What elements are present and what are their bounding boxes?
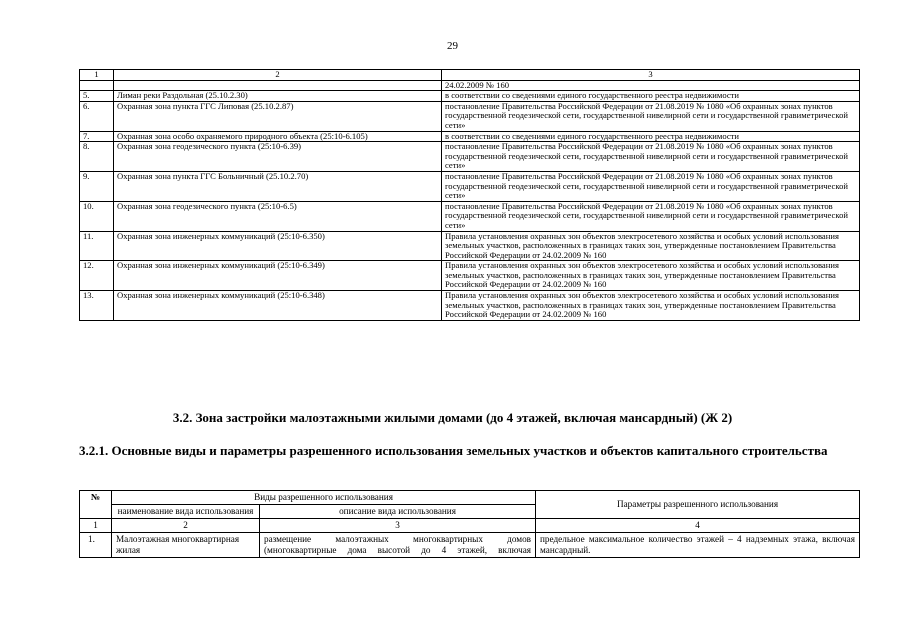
table-row xyxy=(80,231,860,261)
row-number: 9. xyxy=(80,171,114,201)
header-kinds: Виды разрешенного использования xyxy=(112,491,536,505)
table-header-row xyxy=(80,70,860,81)
numbering-col-2: 2 xyxy=(112,519,260,533)
table-row xyxy=(80,201,860,231)
zone-basis: в соответствии со сведениями единого государственного реестра недвижимости xyxy=(442,91,860,102)
header-col-3: 3 xyxy=(442,70,860,81)
table-header-row xyxy=(80,491,860,505)
restrictions-table xyxy=(79,69,860,321)
kind-name: Малоэтажная многоквартирная жилая xyxy=(112,533,260,558)
header-col-2: 2 xyxy=(114,70,442,81)
numbering-col-3: 3 xyxy=(260,519,536,533)
table-numbering-row xyxy=(80,519,860,533)
zone-name: Охранная зона геодезического пункта (25:10-6.39) xyxy=(114,142,442,172)
zone-basis: постановление Правительства Российской Федерации от 21.08.2019 № 1080 «Об охранных зонах пунктов государственной геодезической сети, государственной нивелирной сети и государственной гравиметрической сети» xyxy=(442,142,860,172)
row-number: 8. xyxy=(80,142,114,172)
zone-name: Лиман реки Раздольная (25.10.2.30) xyxy=(114,91,442,102)
zone-name: Охранная зона пункта ГГС Липовая (25.10.2.87) xyxy=(114,101,442,131)
continuation-text: 24.02.2009 № 160 xyxy=(442,80,860,91)
zone-name: Охранная зона особо охраняемого природного объекта (25:10-6.105) xyxy=(114,131,442,142)
zone-name: Охранная зона пункта ГГС Больничный (25.10.2.70) xyxy=(114,171,442,201)
row-number: 1. xyxy=(80,533,112,558)
table-row xyxy=(80,131,860,142)
table-row xyxy=(80,261,860,291)
table-row xyxy=(80,171,860,201)
zone-basis: Правила установления охранных зон объектов электросетевого хозяйства и особых условий использования земельных участков, расположенных в границах таких зон, утвержденные постановлением Правительства Российской Федерации от 24.02.2009 № 160 xyxy=(442,261,860,291)
land-use-table xyxy=(79,490,860,558)
numbering-col-4: 4 xyxy=(536,519,860,533)
zone-name: Охранная зона инженерных коммуникаций (25:10-6.350) xyxy=(114,231,442,261)
header-params: Параметры разрешенного использования xyxy=(536,491,860,519)
row-number: 13. xyxy=(80,291,114,321)
page-number: 29 xyxy=(447,40,458,52)
row-number: 6. xyxy=(80,101,114,131)
numbering-col-1: 1 xyxy=(80,519,112,533)
header-number: № xyxy=(80,491,112,519)
zone-basis: постановление Правительства Российской Федерации от 21.08.2019 № 1080 «Об охранных зонах пунктов государственной геодезической сети, государственной нивелирной сети и государственной гравиметрической сети» xyxy=(442,201,860,231)
table-row xyxy=(80,91,860,102)
row-number: 7. xyxy=(80,131,114,142)
zone-basis: Правила установления охранных зон объектов электросетевого хозяйства и особых условий использования земельных участков, расположенных в границах таких зон, утвержденные постановлением Правительства Российской Федерации от 24.02.2009 № 160 xyxy=(442,291,860,321)
table-row xyxy=(80,291,860,321)
row-number: 5. xyxy=(80,91,114,102)
subsection-title: 3.2.1. Основные виды и параметры разрешенного использования земельных участков и объектов капитального строительства xyxy=(79,443,828,458)
kind-description: размещение малоэтажных многоквартирных домов (многоквартирные дома высотой до 4 этажей, включая xyxy=(260,533,536,558)
table-row xyxy=(80,101,860,131)
zone-basis: в соответствии со сведениями единого государственного реестра недвижимости xyxy=(442,131,860,142)
row-number: 10. xyxy=(80,201,114,231)
header-col-1: 1 xyxy=(80,70,114,81)
table-row-continuation xyxy=(80,80,860,91)
kind-params: предельное максимальное количество этажей – 4 надземных этажа, включая мансардный. xyxy=(536,533,860,558)
table-row xyxy=(80,142,860,172)
zone-name: Охранная зона геодезического пункта (25:10-6.5) xyxy=(114,201,442,231)
header-kind-desc: описание вида использования xyxy=(260,505,536,519)
zone-name: Охранная зона инженерных коммуникаций (25:10-6.349) xyxy=(114,261,442,291)
row-number: 12. xyxy=(80,261,114,291)
table-row xyxy=(80,533,860,558)
zone-basis: постановление Правительства Российской Федерации от 21.08.2019 № 1080 «Об охранных зонах пунктов государственной геодезической сети, государственной нивелирной сети и государственной гравиметрической сети» xyxy=(442,101,860,131)
header-kind-name: наименование вида использования xyxy=(112,505,260,519)
section-title: 3.2. Зона застройки малоэтажными жилыми домами (до 4 этажей, включая мансардный) (Ж 2) xyxy=(172,410,733,425)
zone-basis: Правила установления охранных зон объектов электросетевого хозяйства и особых условий использования земельных участков, расположенных в границах таких зон, утвержденные постановлением Правительства Российской Федерации от 24.02.2009 № 160 xyxy=(442,231,860,261)
zone-basis: постановление Правительства Российской Федерации от 21.08.2019 № 1080 «Об охранных зонах пунктов государственной геодезической сети, государственной нивелирной сети и государственной гравиметрической сети» xyxy=(442,171,860,201)
zone-name: Охранная зона инженерных коммуникаций (25:10-6.348) xyxy=(114,291,442,321)
row-number: 11. xyxy=(80,231,114,261)
